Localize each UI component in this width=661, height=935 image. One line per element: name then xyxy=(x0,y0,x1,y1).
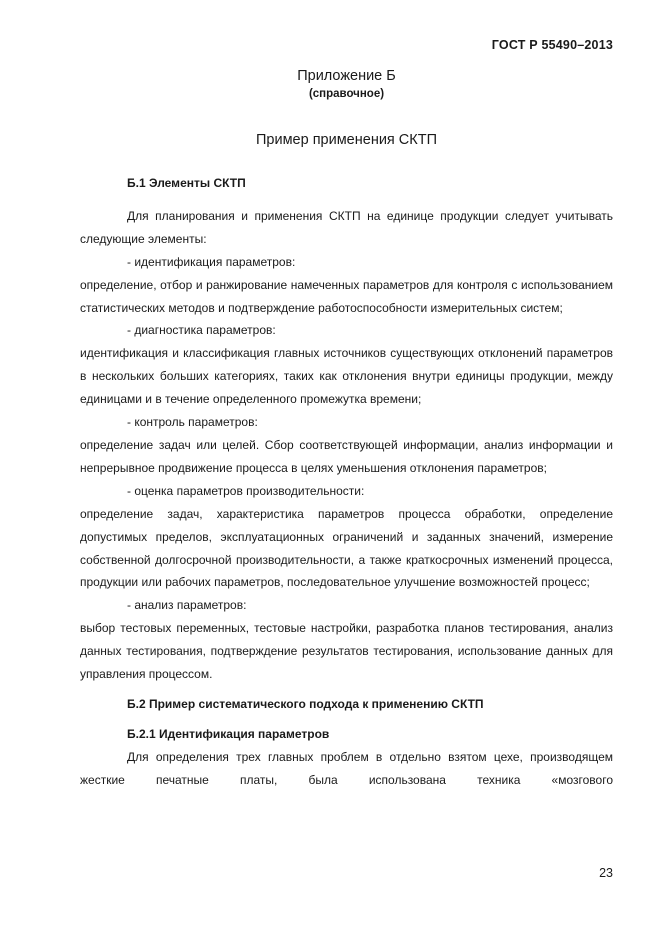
list-item-label: - диагностика параметров: xyxy=(127,323,276,338)
list-item-label: - контроль параметров: xyxy=(127,415,258,430)
section-intro: Для планирования и применения СКТП на единице продукции следует учитывать следующие элементы: xyxy=(80,208,613,246)
list-item-text: выбор тестовых переменных, тестовые настройки, разработка планов тестирования, анализ данных тестирования, подтверждение результатов тестирования, использование данных для управления процессом. xyxy=(80,621,613,682)
appendix-title: Приложение Б xyxy=(297,68,396,84)
list-item-label: - оценка параметров производительности: xyxy=(127,483,365,498)
list-item-text: определение задач, характеристика параметров процесса обработки, определение допустимых пределов, эксплуатационных ограничений и заданных значений, измерение собственной долгосрочной производительности, а также краткосрочных изменений процесса, продукции или рабочих параметров, последовательное улучшение возможностей процесс; xyxy=(80,506,613,590)
document-body xyxy=(80,172,613,792)
section-heading-b2: Б.2 Пример систематического подхода к применению СКТП xyxy=(127,696,484,711)
list-item-label: - идентификация параметров: xyxy=(127,254,296,269)
section-heading-b1: Б.1 Элементы СКТП xyxy=(127,176,246,190)
document-code: ГОСТ Р 55490–2013 xyxy=(491,38,613,52)
section-text-b21: Для определения трех главных проблем в отдельно взятом цехе, производящем жесткие печатные платы, была использована техника «мозгового xyxy=(80,749,613,787)
section-heading-b21: Б.2.1 Идентификация параметров xyxy=(127,726,330,741)
appendix-subtitle: (справочное) xyxy=(308,88,385,100)
document-title: Пример применения СКТП xyxy=(255,132,438,148)
page-number: 23 xyxy=(599,866,613,880)
list-item-text: идентификация и классификация главных источников существующих отклонений параметров в нескольких больших категориях, таких как отклонения внутри единицы продукции, между единицами и в течение определенного промежутка времени; xyxy=(80,346,613,407)
list-item-text: определение, отбор и ранжирование намеченных параметров для контроля с использованием статистических методов и подтверждение работоспособности измерительных систем; xyxy=(80,277,613,315)
list-item-label: - анализ параметров: xyxy=(127,598,247,613)
list-item-text: определение задач или целей. Сбор соответствующей информации, анализ информации и непрерывное продвижение процесса в целях уменьшения отклонения параметров; xyxy=(80,437,613,475)
